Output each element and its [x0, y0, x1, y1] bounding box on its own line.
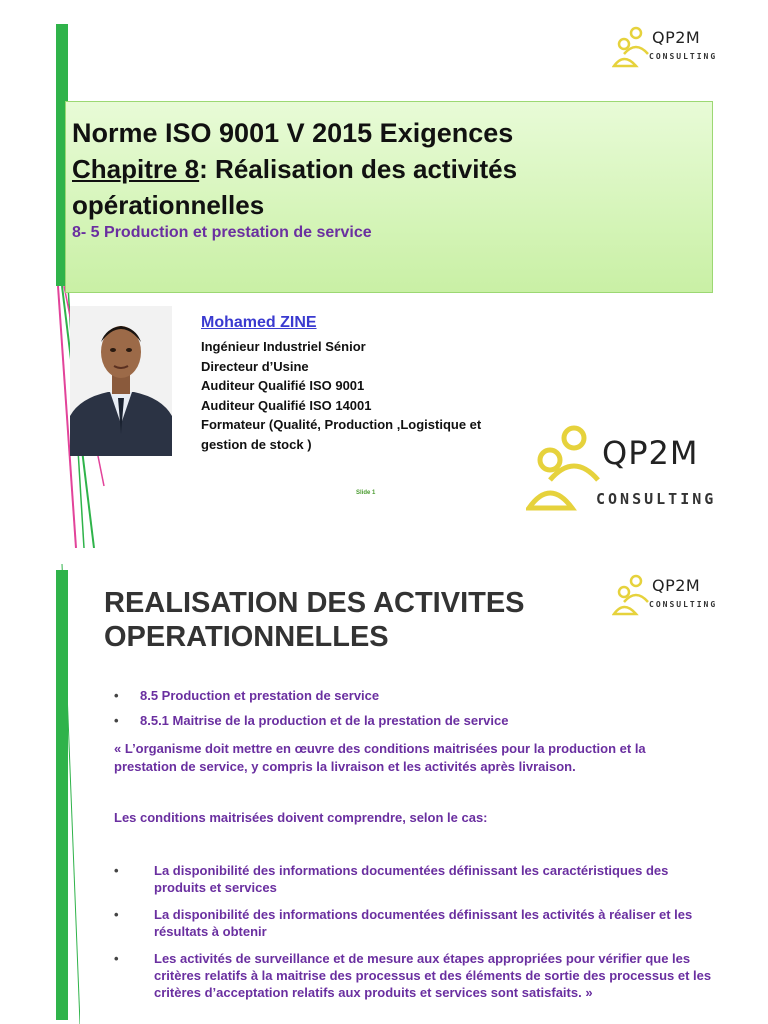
qp2m-logo	[612, 24, 718, 72]
title-line-2	[72, 154, 517, 185]
subtitle: 8- 5 Production et prestation de service	[72, 224, 372, 241]
slide-title-line-1: REALISATION DES ACTIVITES	[104, 587, 525, 619]
bullet-icon: •	[114, 951, 119, 966]
author-name: Mohamed ZINE	[201, 314, 317, 331]
slide-2	[0, 564, 768, 1024]
list-item-text: 8.5 Production et prestation de service	[140, 688, 380, 703]
person-portrait	[70, 306, 172, 456]
slide-title	[104, 586, 525, 654]
slide-title-line-2: OPERATIONNELLES	[104, 621, 389, 653]
qp2m-logo-large	[526, 422, 716, 514]
logo-name: QP2M	[652, 576, 701, 595]
list-item-text: 8.5.1 Maitrise de la production et de la prestation de service	[140, 713, 509, 728]
title-line-3: opérationnelles	[72, 190, 265, 220]
list-item-text: La disponibilité des informations documentées définissant les activités à réaliser et les résultats à obtenir	[154, 907, 693, 939]
logo-subtitle: CONSULTING	[596, 490, 717, 508]
logo-name: QP2M	[652, 28, 701, 47]
people-icon	[612, 24, 652, 72]
bullet-icon: •	[114, 863, 119, 878]
list-item	[114, 862, 714, 896]
qp2m-logo	[612, 572, 718, 620]
chapter-label: Chapitre 8	[72, 154, 200, 184]
conditions-intro: Les conditions maitrisées doivent comprendre, selon le cas:	[114, 810, 488, 825]
title-line-1: Norme ISO 9001 V 2015 Exigences	[72, 118, 514, 148]
author-title-4: Auditeur Qualifié ISO 14001	[201, 397, 372, 413]
bullet-icon: •	[114, 907, 119, 922]
section-list	[114, 688, 508, 738]
list-item	[114, 950, 714, 1001]
title-box	[65, 101, 713, 293]
list-item	[114, 906, 714, 940]
list-item-text: La disponibilité des informations documentées définissant les caractéristiques des produits et services	[154, 863, 669, 895]
list-item-text: Les activités de surveillance et de mesure aux étapes appropriées pour vérifier que les critères relatifs à la maitrise des processus et des éléments de sortie des processus et les critères d’acceptation relatifs aux produits et services sont satisfaits. »	[154, 951, 712, 1000]
list-item	[114, 713, 508, 728]
author-title-5: Formateur (Qualité, Production ,Logistique et gestion de stock )	[201, 417, 482, 452]
author-title-1: Ingénieur Industriel Sénior	[201, 339, 366, 354]
author-block	[201, 314, 517, 454]
author-title-2: Directeur d’Usine	[201, 358, 309, 374]
logo-subtitle: CONSULTING	[649, 600, 718, 609]
author-title-3: Auditeur Qualifié ISO 9001	[201, 378, 365, 393]
conditions-list	[114, 862, 714, 1011]
people-icon	[612, 572, 652, 620]
logo-subtitle: CONSULTING	[649, 52, 718, 61]
decorative-lines	[0, 564, 80, 1024]
author-photo	[70, 306, 172, 456]
bullet-icon: •	[114, 688, 119, 703]
people-icon	[526, 422, 602, 514]
slide-gap	[0, 548, 768, 564]
chapter-title: : Réalisation des activités	[199, 154, 518, 184]
bullet-icon: •	[114, 713, 119, 728]
logo-name: QP2M	[602, 434, 699, 472]
list-item	[114, 688, 508, 703]
slide-number: Slide 1	[356, 490, 376, 496]
requirement-quote: « L’organisme doit mettre en œuvre des conditions maitrisées pour la production et la prestation de service, y compris la livraison et les activités après livraison.	[114, 741, 646, 774]
